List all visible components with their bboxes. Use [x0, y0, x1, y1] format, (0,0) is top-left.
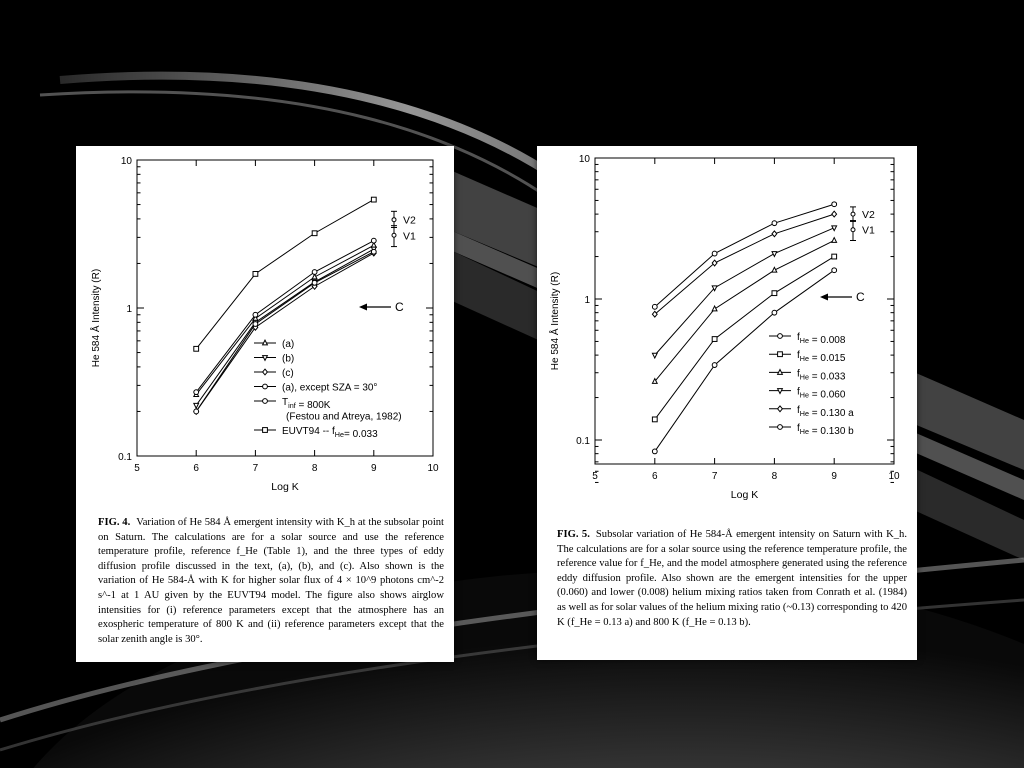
series-line-5 — [655, 214, 834, 314]
data-point — [832, 238, 837, 243]
data-point — [832, 254, 837, 259]
figure-4-caption — [98, 516, 444, 647]
data-point — [194, 390, 199, 395]
arrow-label: C — [856, 290, 865, 304]
legend-marker — [778, 352, 783, 357]
figure-5-panel — [537, 146, 917, 660]
y-tick-label: 0.1 — [576, 436, 590, 447]
x-axis-title: Log K — [271, 481, 299, 493]
data-point — [832, 268, 837, 273]
x-tick-label: 8 — [311, 463, 318, 474]
arrow-head-icon — [359, 304, 367, 311]
observation-point — [392, 233, 396, 237]
observation-label-v1: V1 — [403, 230, 416, 243]
data-point — [832, 211, 837, 217]
data-point — [253, 312, 258, 317]
data-point — [371, 249, 376, 254]
data-point — [712, 363, 717, 368]
data-point — [772, 267, 777, 272]
figure-5-caption-text: Subsolar variation of He 584-Å emergent intensity on Saturn with K_h. The calculations are for a solar source using the reference temperature profile, the reference value for f_He, and the model atmosphere generated using the reference eddy diffusion profile. Also shown are the emergent intensities for the upper (0.060) and lower (0.008) helium mixing ratios taken from Conrath et al. (1984) as well as for solar values of the helium mixing ratio (~0.13) corresponding to 420 K (f_He = 0.13 a) and 800 K (f_He = 0.13 b). — [557, 529, 907, 628]
data-point — [772, 221, 777, 226]
legend-marker — [778, 370, 783, 375]
data-point — [312, 280, 317, 285]
legend-marker — [263, 369, 268, 375]
data-point — [652, 417, 657, 422]
data-point — [832, 226, 837, 231]
legend-marker — [263, 399, 268, 404]
legend-label-3: $f_{He} = 0.033$ — [797, 368, 846, 383]
legend-marker — [778, 334, 783, 339]
figure-4-chart — [76, 146, 454, 511]
observation-label-v2: V2 — [862, 209, 875, 222]
legend-marker — [778, 406, 783, 412]
x-tick-label: 10 — [888, 471, 900, 482]
data-point — [772, 252, 777, 257]
data-point — [772, 291, 777, 296]
y-tick-label: 1 — [584, 295, 590, 306]
legend-label-5-line2: (Festou and Atreya, 1982) — [286, 411, 402, 423]
x-tick-label: 6 — [652, 471, 658, 482]
legend-marker — [778, 389, 783, 394]
x-tick-label: 6 — [193, 463, 199, 474]
data-point — [832, 202, 837, 207]
data-point — [712, 251, 717, 256]
legend-marker — [263, 340, 268, 345]
x-tick-label: 8 — [771, 471, 778, 482]
figure-4-panel — [76, 146, 454, 662]
data-point — [652, 449, 657, 454]
y-tick-label: 0.1 — [118, 452, 132, 463]
observation-point — [851, 228, 855, 232]
legend-label-1: $f_{He} = 0.008$ — [797, 332, 846, 346]
data-point — [194, 409, 199, 414]
legend-label-2: $f_{He} = 0.015$ — [797, 350, 846, 365]
x-tick-label: 5 — [134, 463, 140, 474]
y-tick-label: 10 — [578, 154, 590, 165]
data-point — [312, 231, 317, 236]
data-point — [312, 270, 317, 275]
x-tick-label: 7 — [711, 471, 718, 482]
series-line-6 — [196, 200, 374, 349]
data-point — [712, 306, 717, 311]
data-point — [652, 353, 657, 358]
legend-marker — [263, 428, 268, 433]
x-tick-label: 10 — [427, 463, 439, 474]
figure-5-caption — [557, 528, 907, 630]
data-point — [253, 271, 258, 276]
legend-label-5: $f_{He} = 0.130$ a — [797, 404, 854, 419]
x-tick-label: 9 — [371, 463, 377, 474]
y-axis-title: He 584 Å Intensity (R) — [91, 268, 102, 368]
arrow-head-icon — [820, 294, 828, 301]
y-tick-label: 10 — [120, 156, 132, 167]
observation-point — [392, 218, 396, 222]
figure-5-chart — [537, 146, 917, 521]
data-point — [194, 346, 199, 351]
data-point — [712, 337, 717, 342]
data-point — [772, 310, 777, 315]
legend-label-4: (a), except SZA = 30° — [282, 382, 378, 394]
figure-4-caption-text: Variation of He 584 Å emergent intensity with K_h at the subsolar point on Saturn. The calculations are for a solar source and use the reference temperature profile, reference f_He (Table 1), and the three types of eddy diffusion profile discussed in the text, (a), (b), and (c). Also shown is the variation of He 584-Å with K for higher solar flux of 4 × 10^9 photons cm^-2 s^-1 at 1 AU given by the EUVT94 model. The figure also shows airglow intensities for (i) reference parameters except that the atmosphere has an exospheric temperature of 800 K and (ii) reference parameters except that the solar zenith angle is 30°. — [98, 517, 445, 645]
legend-marker — [263, 384, 268, 389]
arrow-label: C — [395, 300, 404, 314]
legend-label-3: (c) — [282, 368, 294, 379]
observation-label-v1: V1 — [862, 224, 875, 237]
figure-5-label: FIG. 5. — [557, 529, 590, 540]
y-tick-label: 1 — [126, 304, 132, 315]
data-point — [253, 322, 258, 327]
data-point — [652, 304, 657, 309]
figure-4-label: FIG. 4. — [98, 517, 131, 528]
data-point — [371, 238, 376, 243]
legend-label-2: (b) — [282, 353, 295, 365]
observation-point — [851, 212, 855, 216]
x-tick-label: 5 — [592, 471, 598, 482]
x-axis-title: Log K — [730, 489, 759, 501]
x-tick-label: 7 — [252, 463, 259, 474]
x-tick-label: 9 — [831, 471, 837, 482]
legend-marker — [263, 356, 268, 361]
legend-marker — [778, 425, 783, 430]
observation-label-v2: V2 — [403, 214, 416, 227]
data-point — [371, 197, 376, 202]
legend-label-6: EUVT94 -- $f_{He}= 0.033$ — [282, 426, 378, 440]
legend-label-5: $T_{inf} = 800K$ — [282, 397, 331, 411]
legend-label-6: $f_{He} = 0.130$ b — [797, 423, 854, 437]
legend-label-4: $f_{He} = 0.060$ — [797, 386, 846, 401]
data-point — [772, 231, 777, 237]
data-point — [194, 403, 199, 408]
legend-label-1: (a) — [282, 339, 295, 350]
y-axis-title: He 584 Å Intensity (R) — [550, 271, 561, 371]
